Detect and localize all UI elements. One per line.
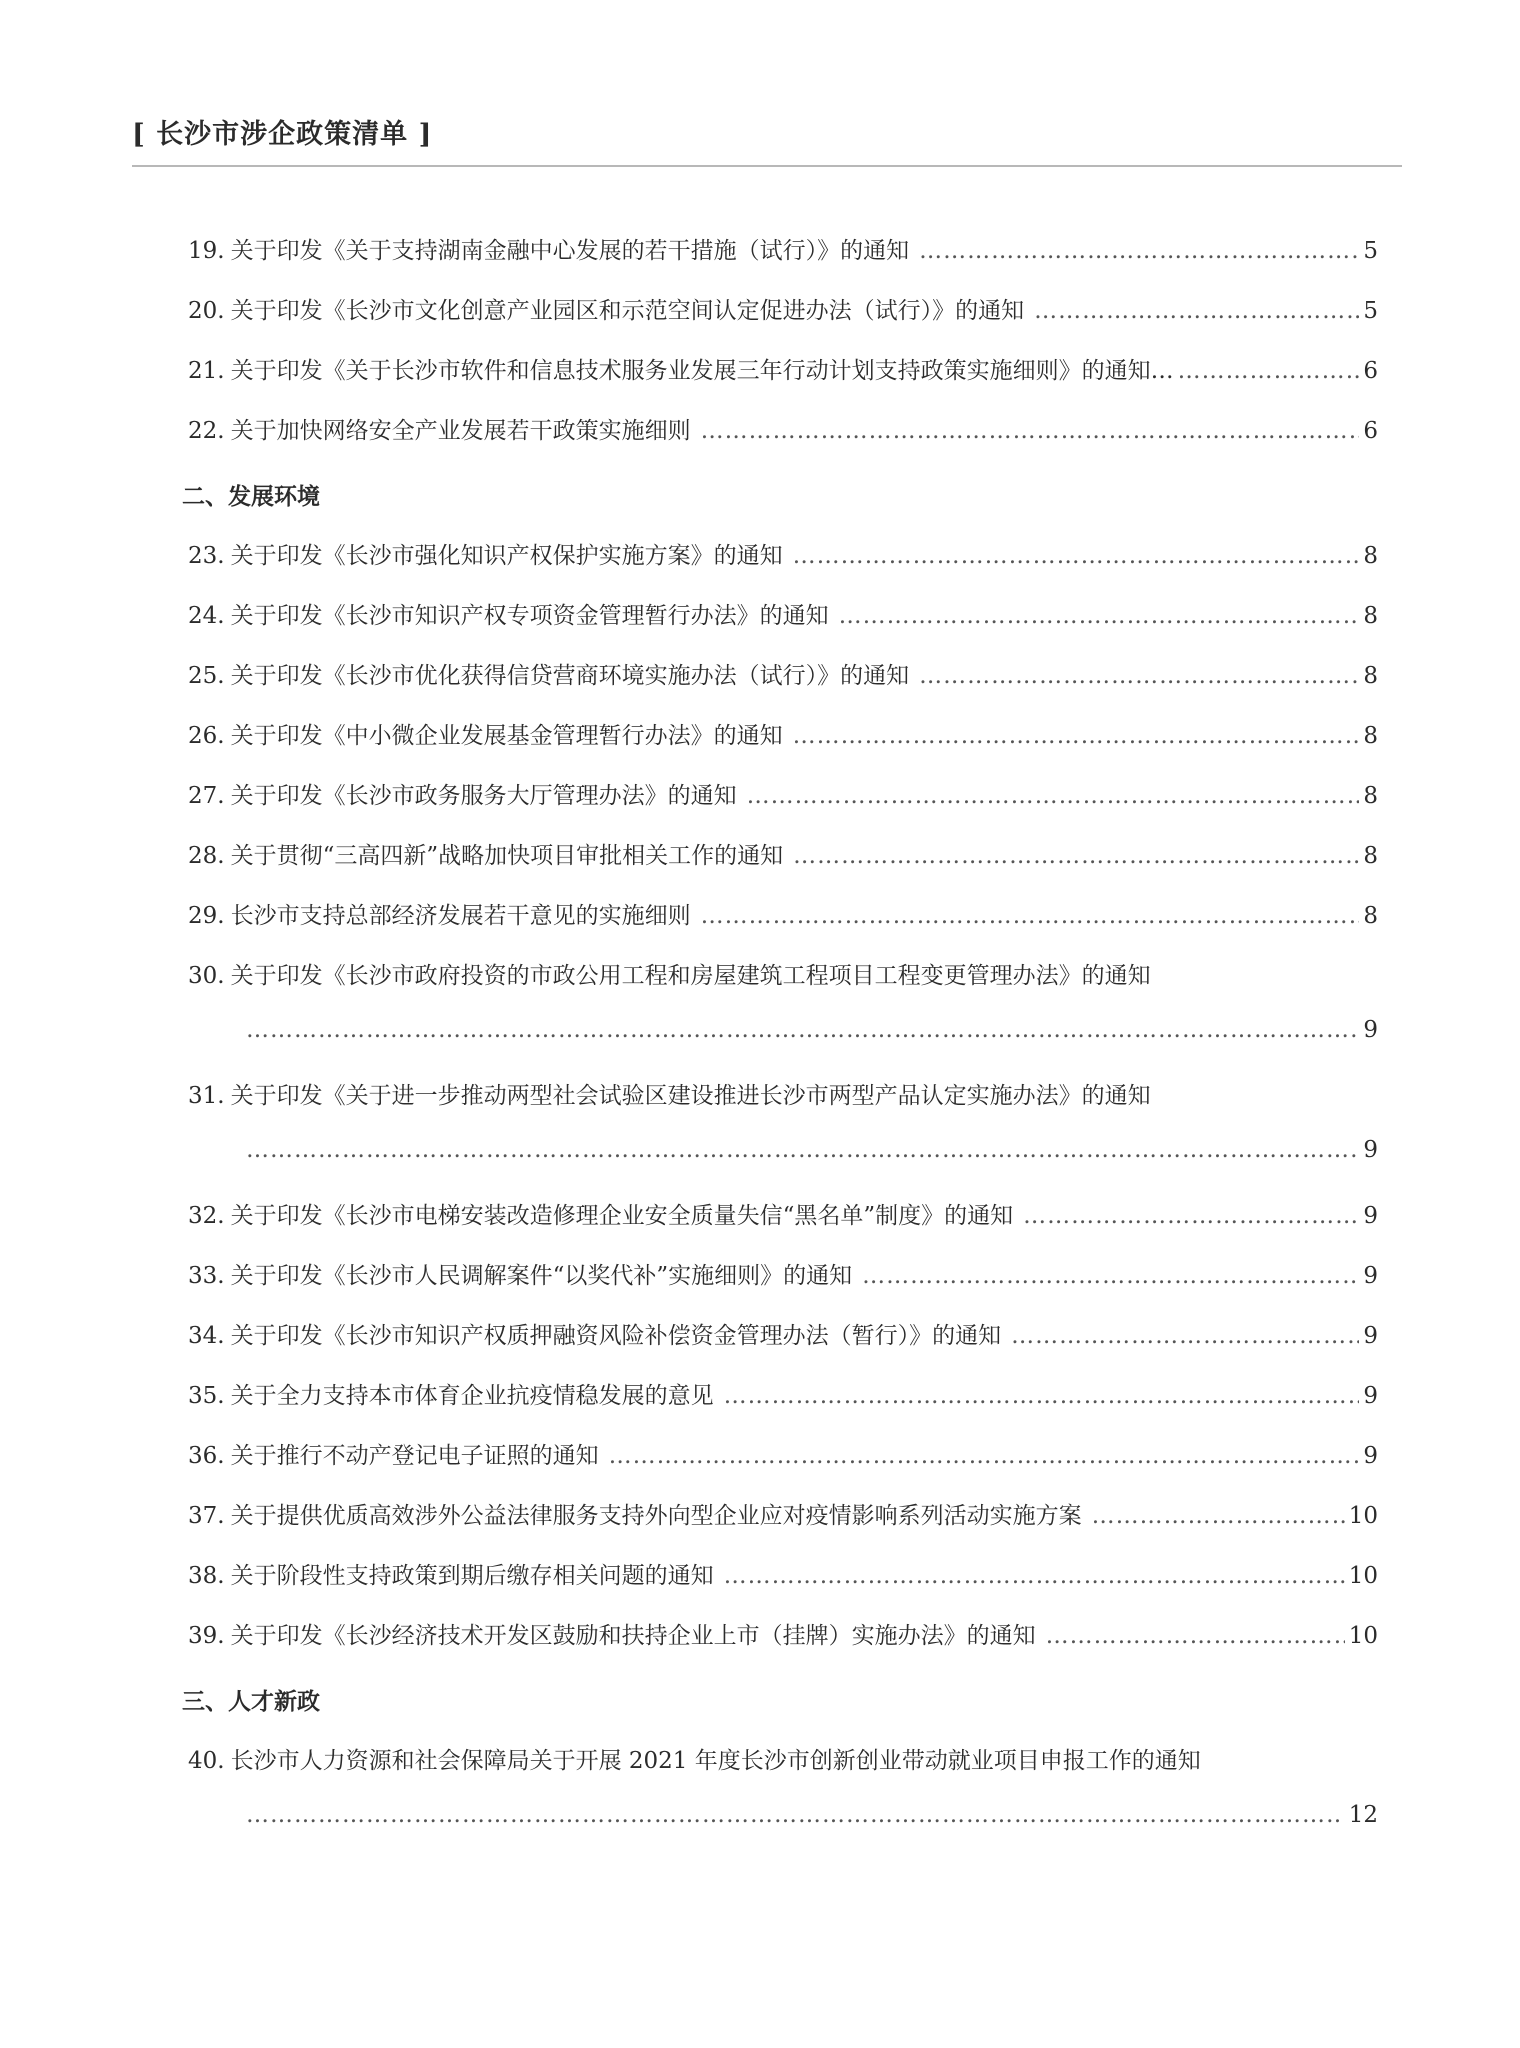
entry-number: 20. — [188, 298, 225, 324]
leader-dots — [609, 1443, 1360, 1469]
entry-title: 关于印发《长沙市人民调解案件“以奖代补”实施细则》的通知 — [230, 1263, 853, 1289]
entry-title: 关于印发《长沙市电梯安装改造修理企业安全质量失信“黑名单”制度》的通知 — [230, 1203, 1014, 1229]
toc-entry-24[interactable] — [188, 597, 1378, 631]
leader-dots — [1023, 1203, 1359, 1229]
toc-entry-40-continuation[interactable] — [246, 1802, 1378, 1836]
entry-title: 关于印发《中小微企业发展基金管理暂行办法》的通知 — [230, 723, 783, 749]
entry-number: 19. — [188, 238, 225, 264]
entry-number: 37. — [188, 1503, 225, 1529]
entry-title: 关于提供优质高效涉外公益法律服务支持外向型企业应对疫情影响系列活动实施方案 — [230, 1503, 1082, 1529]
entry-number: 30. — [188, 963, 225, 989]
entry-page: 5 — [1363, 238, 1378, 264]
toc-entry-27[interactable] — [188, 777, 1378, 811]
entry-title: 关于印发《长沙市政务服务大厅管理办法》的通知 — [230, 783, 737, 809]
entry-number: 26. — [188, 723, 225, 749]
entry-page: 8 — [1363, 543, 1378, 569]
leader-dots — [1092, 1503, 1345, 1529]
entry-number: 22. — [188, 418, 225, 444]
entry-page: 8 — [1363, 843, 1378, 869]
leader-dots — [793, 543, 1360, 569]
entry-title: 关于印发《长沙经济技术开发区鼓励和扶持企业上市（挂牌）实施办法》的通知 — [230, 1623, 1036, 1649]
toc-entry-26[interactable] — [188, 717, 1378, 751]
entry-title: 关于加快网络安全产业发展若干政策实施细则 — [230, 418, 691, 444]
entry-page: 12 — [1348, 1802, 1378, 1828]
entry-page: 10 — [1348, 1623, 1378, 1649]
leader-dots — [246, 1802, 1343, 1828]
leader-dots — [747, 783, 1360, 809]
entry-title: 关于印发《关于支持湖南金融中心发展的若干措施（试行）》的通知 — [230, 238, 910, 264]
leader-dots — [793, 723, 1360, 749]
entry-page: 9 — [1363, 1323, 1378, 1349]
entry-page: 9 — [1363, 1443, 1378, 1469]
leader-dots — [919, 238, 1359, 264]
page-header: [ 长沙市涉企政策清单 ] — [132, 119, 433, 150]
entry-page: 6 — [1363, 418, 1378, 444]
entry-number: 25. — [188, 663, 225, 689]
entry-number: 31. — [188, 1083, 225, 1109]
entry-number: 29. — [188, 903, 225, 929]
leader-dots — [701, 903, 1360, 929]
entry-title: 关于印发《长沙市知识产权质押融资风险补偿资金管理办法（暂行）》的通知 — [230, 1323, 1002, 1349]
leader-dots — [701, 418, 1360, 444]
section-heading-talent: 三、人才新政 — [182, 1689, 320, 1715]
toc-entry-29[interactable] — [188, 897, 1378, 931]
toc-entry-30-continuation[interactable] — [246, 1017, 1378, 1051]
toc-entry-36[interactable] — [188, 1437, 1378, 1471]
leader-dots — [1034, 298, 1359, 324]
entry-page: 10 — [1348, 1563, 1378, 1589]
entry-title: 关于印发《长沙市强化知识产权保护实施方案》的通知 — [230, 543, 783, 569]
header-divider — [132, 165, 1402, 167]
entry-number: 35. — [188, 1383, 225, 1409]
entry-title: 关于阶段性支持政策到期后缴存相关问题的通知 — [230, 1563, 714, 1589]
entry-number: 21. — [188, 358, 225, 384]
toc-entry-33[interactable] — [188, 1257, 1378, 1291]
toc-entry-34[interactable] — [188, 1317, 1378, 1351]
entry-title: 关于印发《长沙市优化获得信贷营商环境实施办法（试行）》的通知 — [230, 663, 910, 689]
leader-dots — [862, 1263, 1359, 1289]
entry-number: 34. — [188, 1323, 225, 1349]
leader-dots — [724, 1563, 1345, 1589]
entry-page: 6 — [1363, 358, 1378, 384]
entry-page: 9 — [1363, 1137, 1378, 1163]
leader-dots — [793, 843, 1359, 869]
entry-title: 关于全力支持本市体育企业抗疫情稳发展的意见 — [230, 1383, 714, 1409]
leader-dots — [246, 1137, 1357, 1163]
entry-page: 10 — [1348, 1503, 1378, 1529]
leader-dots — [724, 1383, 1360, 1409]
entry-number: 28. — [188, 843, 225, 869]
section-heading-environment: 二、发展环境 — [182, 484, 320, 510]
entry-title: 长沙市人力资源和社会保障局关于开展 2021 年度长沙市创新创业带动就业项目申报工作的通知 — [230, 1748, 1201, 1774]
entry-page: 8 — [1363, 663, 1378, 689]
toc-entry-23[interactable] — [188, 537, 1378, 571]
toc-entry-30[interactable] — [188, 957, 1378, 991]
entry-title: 关于贯彻“三高四新”战略加快项目审批相关工作的通知 — [230, 843, 784, 869]
toc-entry-25[interactable] — [188, 657, 1378, 691]
entry-title: 关于推行不动产登记电子证照的通知 — [230, 1443, 599, 1469]
toc-entry-31-continuation[interactable] — [246, 1137, 1378, 1171]
entry-title: 关于印发《关于进一步推动两型社会试验区建设推进长沙市两型产品认定实施办法》的通知 — [230, 1083, 1151, 1109]
entry-page: 9 — [1363, 1017, 1378, 1043]
entry-page: 9 — [1363, 1203, 1378, 1229]
toc-entry-38[interactable] — [188, 1557, 1378, 1591]
toc-entry-20[interactable] — [188, 292, 1378, 326]
leader-dots — [919, 663, 1359, 689]
entry-title: 关于印发《长沙市政府投资的市政公用工程和房屋建筑工程项目工程变更管理办法》的通知 — [230, 963, 1151, 989]
toc-entry-35[interactable] — [188, 1377, 1378, 1411]
entry-number: 39. — [188, 1623, 225, 1649]
toc-entry-37[interactable] — [188, 1497, 1378, 1531]
entry-number: 32. — [188, 1203, 225, 1229]
toc-entry-31[interactable] — [188, 1077, 1378, 1111]
entry-title: 长沙市支持总部经济发展若干意见的实施细则 — [230, 903, 691, 929]
entry-number: 24. — [188, 603, 225, 629]
entry-title: 关于印发《长沙市知识产权专项资金管理暂行办法》的通知 — [230, 603, 829, 629]
entry-page: 8 — [1363, 903, 1378, 929]
leader-dots — [246, 1017, 1357, 1043]
entry-page: 5 — [1363, 298, 1378, 324]
entry-number: 40. — [188, 1748, 225, 1774]
entry-page: 9 — [1363, 1263, 1378, 1289]
entry-number: 33. — [188, 1263, 225, 1289]
entry-page: 8 — [1363, 603, 1378, 629]
leader-dots — [1046, 1623, 1345, 1649]
entry-page: 9 — [1363, 1383, 1378, 1409]
entry-number: 23. — [188, 543, 225, 569]
leader-dots — [1011, 1323, 1359, 1349]
entry-title: 关于印发《长沙市文化创意产业园区和示范空间认定促进办法（试行）》的通知 — [230, 298, 1025, 324]
leader-dots — [1178, 358, 1360, 384]
leader-dots — [839, 603, 1360, 629]
entry-page: 8 — [1363, 783, 1378, 809]
toc-entry-21[interactable] — [188, 352, 1378, 386]
toc-entry-32[interactable] — [188, 1197, 1378, 1231]
entry-page: 8 — [1363, 723, 1378, 749]
toc-entry-28[interactable] — [188, 837, 1378, 871]
entry-number: 27. — [188, 783, 225, 809]
entry-number: 36. — [188, 1443, 225, 1469]
entry-title: 关于印发《关于长沙市软件和信息技术服务业发展三年行动计划支持政策实施细则》的通知… — [230, 358, 1174, 384]
entry-number: 38. — [188, 1563, 225, 1589]
toc-entry-22[interactable] — [188, 412, 1378, 446]
toc-entry-19[interactable] — [188, 232, 1378, 266]
toc-entry-40[interactable] — [188, 1742, 1378, 1776]
toc-entry-39[interactable] — [188, 1617, 1378, 1651]
